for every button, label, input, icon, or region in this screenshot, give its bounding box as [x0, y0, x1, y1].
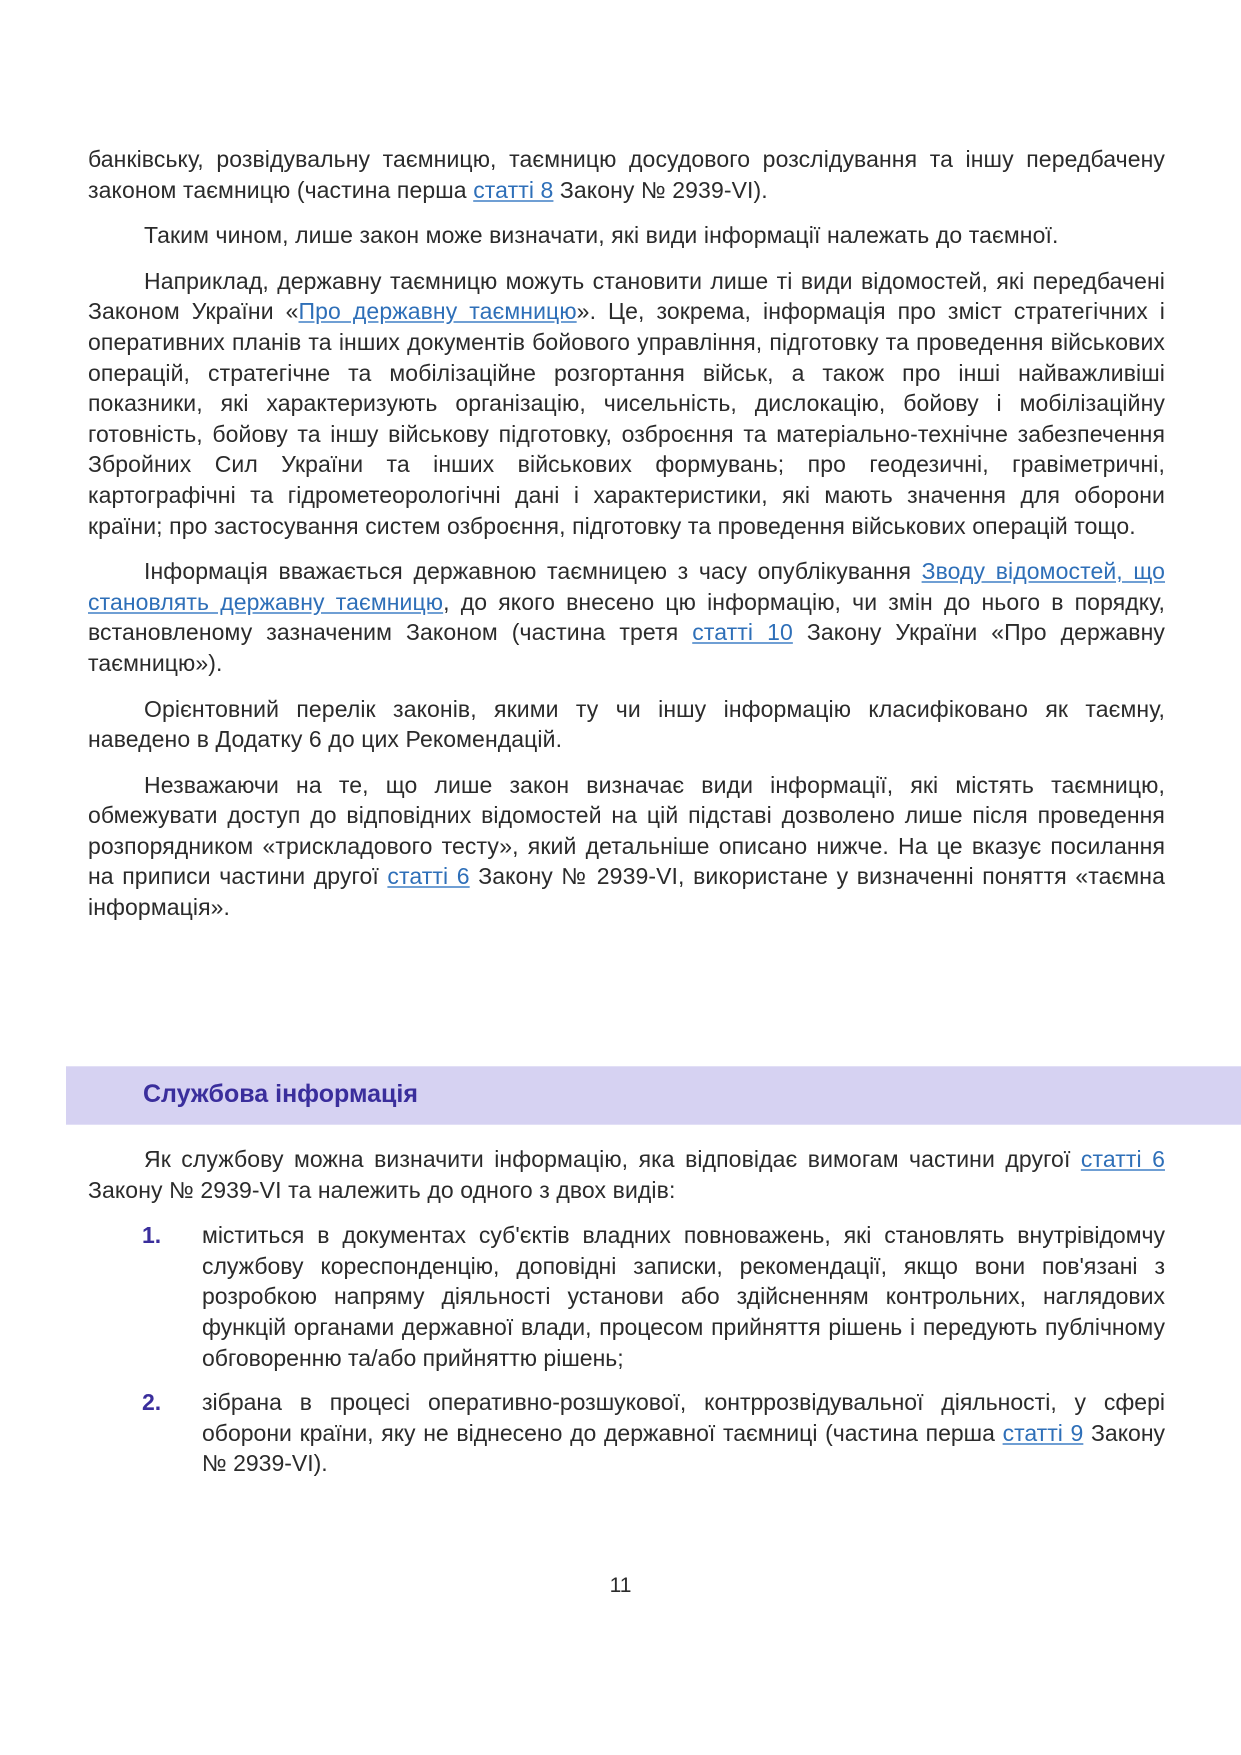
text-run: банківську, розвідувальну таємницю, таємницю досудового розслідування та іншу передбачену законом таємницю (частина перша	[88, 146, 1165, 203]
text-run: Як службову можна визначити інформацію, яка відповідає вимогам частини другої	[144, 1146, 1081, 1172]
numbered-list	[88, 1220, 1165, 1479]
paragraph	[88, 144, 1165, 205]
link-article-10[interactable]: статті 10	[692, 619, 793, 646]
text-run: Закону № 2939-VI).	[553, 176, 768, 203]
section-title: Службова інформація	[143, 1080, 418, 1108]
text-run: Наприклад, державну таємницю можуть становити лише ті види відомостей, які передбачені Законом України «	[88, 267, 1165, 325]
text-run: Незважаючи на те, що лише закон визначає види інформації, які містять таємницю, обмежувати доступ до відповідних відомостей на цій підставі дозволено лише після проведення розпорядником «трискладового тесту», який детальніше описано нижче. На це вказує посилання на приписи частини другої	[88, 771, 1165, 890]
section-body	[88, 1144, 1165, 1493]
text-run: Закону № 2939-VI).	[202, 1419, 1166, 1477]
link-article-9[interactable]: статті 9	[1002, 1419, 1084, 1446]
list-item	[88, 1387, 1165, 1479]
text-run: міститься в документах суб'єктів владних повноважень, які становлять внутрівідомчу службову кореспонденцію, доповідні записки, рекомендації, якщо вони пов'язані з розробкою напряму діяльності установи або здійсненням контрольних, наглядових функцій органами державної влади, процесом прийняття рішень і передують публічному обговоренню та/або прийняттю рішень;	[202, 1222, 1165, 1371]
text-run: зібрана в процесі оперативно-розшукової, контррозвідувальної діяльності, у сфері оборони країни, яку не віднесено до державної таємниці (частина перша	[202, 1389, 1165, 1446]
section-intro	[88, 1144, 1165, 1205]
text-run: Таким чином, лише закон може визначати, які види інформації належать до таємної.	[144, 222, 1059, 249]
text-run: ». Це, зокрема, інформація про зміст стратегічних і оперативних планів та інших документів бойового управління, підготовку та проведення військових операцій, стратегічне та мобілізаційне розгортання військ, а також про інші найважливіші показники, які характеризують організацію, чисельність, дислокацію, бойову і мобілізаційну готовність, бойову та іншу військову підготовку, озброєння та матеріально-технічне забезпечення Збройних Сил України та інших військових формувань; про геодезичні, гравіметричні, картографічні та гідрометеорологічні дані і характеристики, які мають значення для оборони країни; про застосування систем озброєння, підготовку та проведення військових операцій тощо.	[88, 298, 1165, 539]
body-text	[88, 144, 1165, 938]
paragraph	[88, 694, 1165, 755]
paragraph	[88, 556, 1165, 678]
text-run: Закону України «Про державну таємницю»).	[88, 619, 1165, 676]
paragraph	[88, 220, 1165, 251]
link-state-secret-register[interactable]: Зводу відомостей, що становлять державну таємницю	[88, 558, 1166, 615]
text-run: Закону № 2939-VI та належить до одного з двох видів:	[88, 1176, 676, 1203]
text-run: Інформація вважається державною таємницею з часу опублікування	[144, 558, 922, 585]
text-run: , до якого внесено цю інформацію, чи змін до нього в порядку, встановленому зазначеним Законом (частина третя	[88, 588, 1165, 646]
text-run: Орієнтовний перелік законів, якими ту чи іншу інформацію класифіковано як таємну, наведено в Додатку 6 до цих Рекомендацій.	[88, 695, 1165, 753]
paragraph	[88, 770, 1165, 923]
list-number: 1.	[142, 1222, 162, 1249]
paragraph	[88, 266, 1165, 541]
link-article-6[interactable]: статті 6	[1080, 1146, 1165, 1172]
link-article-6[interactable]: статті 6	[387, 863, 470, 890]
page-number: 11	[609, 1574, 632, 1597]
list-number: 2.	[142, 1389, 162, 1416]
link-state-secret-law[interactable]: Про державну таємницю	[298, 298, 577, 325]
link-article-8[interactable]: статті 8	[473, 176, 554, 203]
text-run: Закону № 2939-VI, використане у визначенні поняття «таємна інформація».	[88, 863, 1165, 921]
list-item	[88, 1220, 1165, 1373]
